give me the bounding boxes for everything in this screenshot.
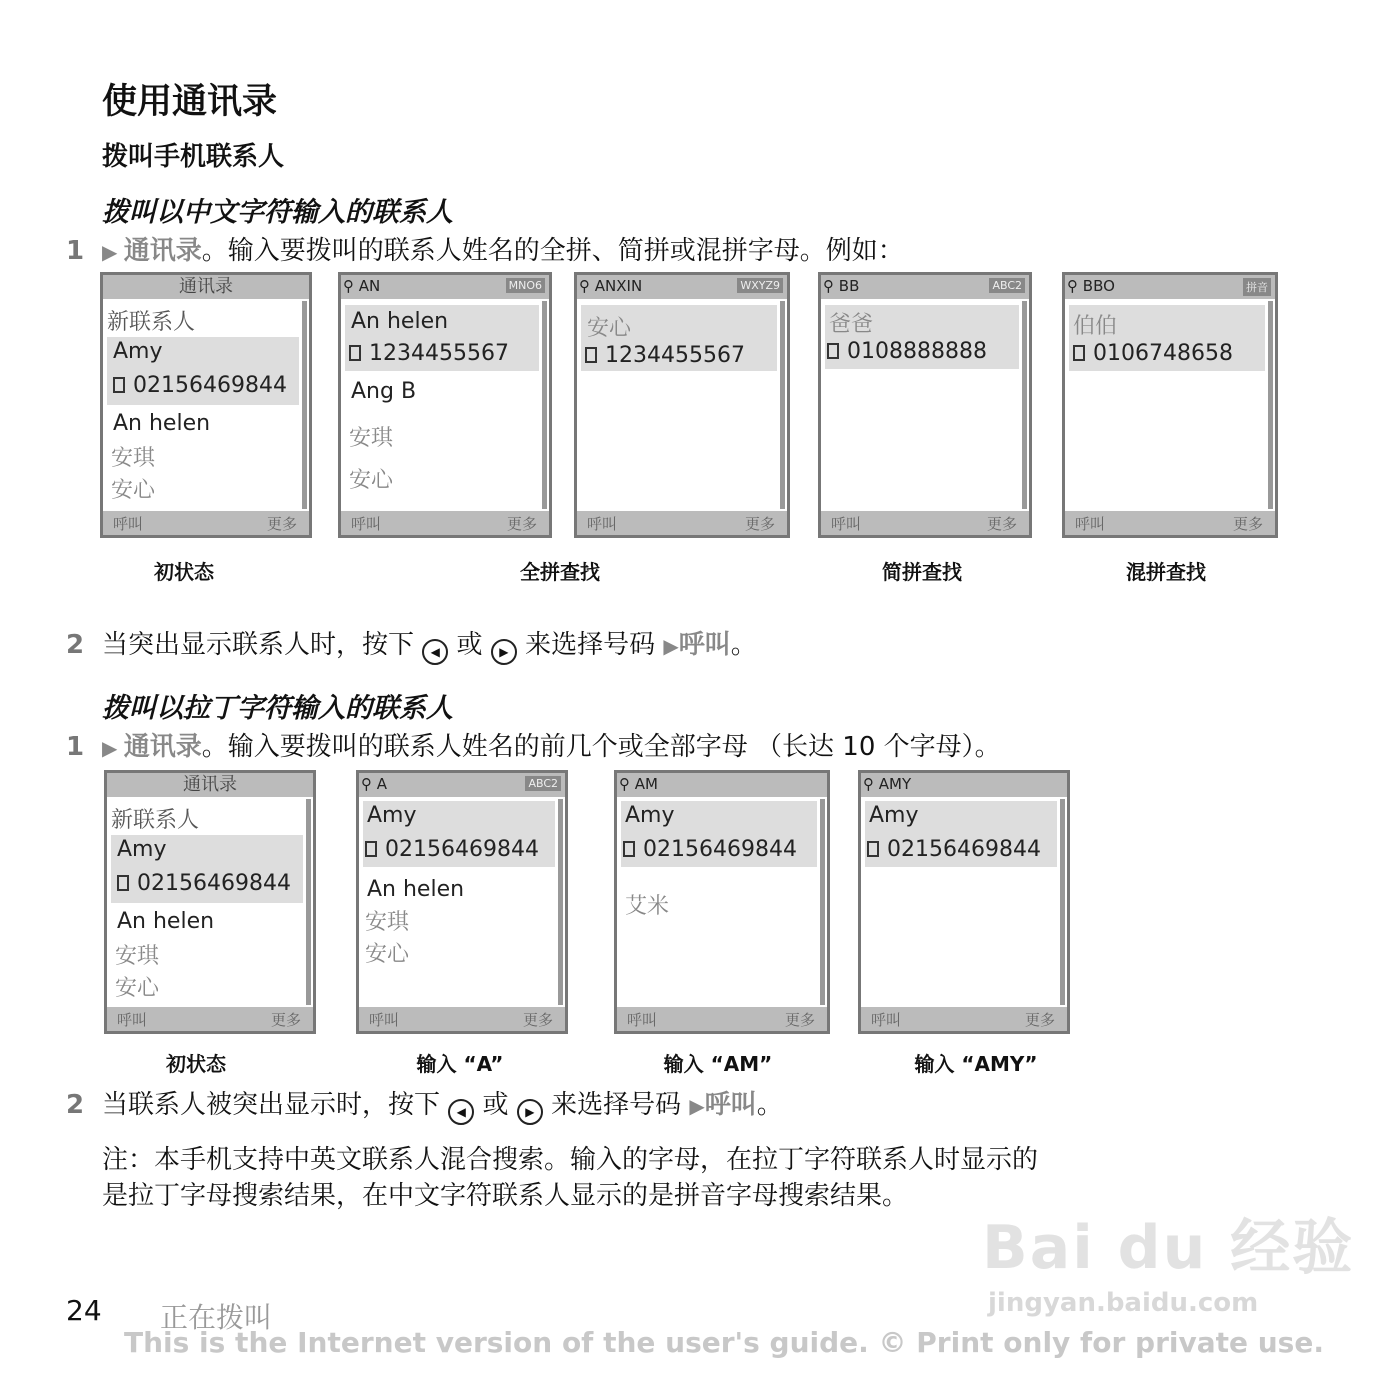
search-query[interactable]: ⚲ A	[361, 775, 388, 793]
caption-initials: 简拼查找	[882, 560, 962, 584]
step-text: 。输入要拨叫的联系人姓名的全拼、简拼或混拼字母。例如：	[201, 236, 904, 266]
search-icon: ⚲	[619, 775, 630, 793]
search-query[interactable]: ⚲ BB	[823, 277, 860, 295]
search-icon: ⚲	[579, 277, 590, 295]
section2-step2: 2 当联系人被突出显示时，按下 ◀ 或 ▶ 来选择号码 ▶呼叫。	[66, 1084, 783, 1125]
phone-icon	[867, 841, 879, 857]
section1-step1	[66, 230, 904, 267]
search-bar	[821, 275, 1029, 299]
contact-name[interactable]: Amy	[367, 803, 417, 828]
caption-initial: 初状态	[154, 560, 214, 584]
phone-icon	[585, 347, 597, 363]
phone-screen-initials	[818, 272, 1032, 538]
softkey-bar	[107, 1007, 313, 1031]
screen-title: 通讯录	[107, 773, 313, 797]
footer-disclaimer: This is the Internet version of the user's guide. © Print only for private use.	[124, 1326, 1324, 1359]
input-mode: 拼音	[1243, 278, 1271, 296]
caption-input-a: 输入 “A”	[416, 1052, 504, 1076]
call-softkey[interactable]: 呼叫	[113, 515, 144, 533]
search-icon: ⚲	[863, 775, 874, 793]
phone-screen-input-am	[614, 770, 830, 1034]
search-icon: ⚲	[1067, 277, 1078, 295]
more-softkey[interactable]: 更多	[270, 1011, 301, 1029]
search-bar	[577, 275, 787, 299]
phone-screen-fullpinyin-2	[574, 272, 790, 538]
contact-name[interactable]: 安心	[115, 976, 160, 1001]
contact-name[interactable]: 安琪	[365, 910, 410, 935]
nav-right-key-icon[interactable]: ▶	[517, 1099, 543, 1125]
more-softkey[interactable]: 更多	[784, 1011, 815, 1029]
search-bar	[1065, 275, 1275, 299]
search-query[interactable]: ⚲ BBO	[1067, 277, 1115, 295]
search-icon: ⚲	[343, 277, 354, 295]
caption-fullpinyin: 全拼查找	[520, 560, 600, 584]
page-number: 24	[66, 1294, 102, 1327]
screen-title: 通讯录	[103, 275, 309, 299]
search-query[interactable]: ⚲ AMY	[863, 775, 912, 793]
contact-name[interactable]: Amy	[625, 803, 675, 828]
phone-screen-mixed	[1062, 272, 1278, 538]
contact-name[interactable]: 爸爸	[829, 312, 874, 337]
call-menu-link[interactable]: 呼叫	[678, 630, 731, 660]
contact-name[interactable]: Ang B	[351, 379, 417, 404]
contact-name[interactable]: An helen	[117, 909, 215, 934]
contacts-menu-link[interactable]: 通讯录	[123, 236, 202, 266]
contact-name[interactable]: 艾米	[625, 894, 670, 919]
softkey-bar	[577, 511, 787, 535]
phone-screen-input-amy	[858, 770, 1070, 1034]
arrow-right-icon: ▶	[102, 736, 124, 760]
section2-heading: 拨叫以拉丁字符输入的联系人	[102, 693, 453, 724]
scrollbar[interactable]	[820, 799, 825, 1005]
call-softkey[interactable]: 呼叫	[627, 1011, 658, 1029]
call-menu-link[interactable]: 呼叫	[704, 1090, 757, 1120]
nav-left-key-icon[interactable]: ◀	[422, 639, 448, 665]
softkey-bar	[861, 1007, 1067, 1031]
contact-name[interactable]: 安心	[349, 468, 394, 493]
new-contact-item[interactable]: 新联系人	[107, 310, 196, 335]
note-line: 注：本手机支持中英文联系人混合搜索。输入的字母，在拉丁字符联系人时显示的	[102, 1145, 1039, 1175]
step-text: 。输入要拨叫的联系人姓名的前几个或全部字母 （长达 10 个字母）。	[201, 732, 1001, 762]
section1-heading: 拨叫以中文字符输入的联系人	[102, 197, 453, 228]
contact-name[interactable]: 安琪	[349, 426, 394, 451]
more-softkey[interactable]: 更多	[266, 515, 297, 533]
softkey-bar	[1065, 511, 1275, 535]
caption-latin-initial: 初状态	[166, 1052, 226, 1076]
input-mode: ABC2	[989, 278, 1025, 293]
contact-name[interactable]: 安琪	[111, 446, 156, 471]
phone-screen-latin-initial	[104, 770, 316, 1034]
phone-icon	[827, 343, 839, 359]
more-softkey[interactable]: 更多	[1232, 515, 1263, 533]
more-softkey[interactable]: 更多	[506, 515, 537, 533]
contacts-menu-link[interactable]: 通讯录	[123, 732, 202, 762]
contact-number: 02156469844	[365, 837, 555, 862]
arrow-right-icon: ▶	[689, 1094, 705, 1118]
page-subtitle: 拨叫手机联系人	[102, 142, 285, 172]
call-softkey[interactable]: 呼叫	[369, 1011, 400, 1029]
scrollbar[interactable]	[1060, 799, 1065, 1005]
contact-number: 02156469844	[623, 837, 817, 862]
arrow-right-icon: ▶	[663, 634, 679, 658]
search-icon: ⚲	[823, 277, 834, 295]
search-bar	[341, 275, 549, 299]
scrollbar[interactable]	[1022, 301, 1027, 509]
section1-step2: 2 当突出显示联系人时，按下 ◀ 或 ▶ 来选择号码 ▶呼叫。	[66, 624, 757, 665]
caption-input-am: 输入 “AM”	[663, 1052, 773, 1076]
page-section-name: 正在拨叫	[160, 1301, 273, 1334]
contact-name[interactable]: An helen	[113, 411, 211, 436]
caption-input-amy: 输入 “AMY”	[914, 1052, 1038, 1076]
call-softkey[interactable]: 呼叫	[1075, 515, 1106, 533]
new-contact-item[interactable]: 新联系人	[111, 808, 200, 833]
scrollbar[interactable]	[780, 301, 785, 509]
phone-icon	[623, 841, 635, 857]
contact-name[interactable]: Amy	[113, 339, 163, 364]
scrollbar[interactable]	[302, 301, 307, 509]
call-softkey[interactable]: 呼叫	[871, 1011, 902, 1029]
search-bar	[617, 773, 827, 797]
more-softkey[interactable]: 更多	[744, 515, 775, 533]
search-query[interactable]: ⚲ AM	[619, 775, 658, 793]
note-line: 是拉丁字母搜索结果，在中文字符联系人显示的是拼音字母搜索结果。	[102, 1181, 909, 1211]
more-softkey[interactable]: 更多	[522, 1011, 553, 1029]
more-softkey[interactable]: 更多	[1024, 1011, 1055, 1029]
call-softkey[interactable]: 呼叫	[587, 515, 618, 533]
nav-left-key-icon[interactable]: ◀	[448, 1099, 474, 1125]
contact-name[interactable]: Amy	[117, 837, 167, 862]
contact-number: 02156469844	[113, 373, 299, 398]
contact-name[interactable]: 安琪	[115, 944, 160, 969]
contact-name[interactable]: An helen	[351, 309, 449, 334]
contact-name[interactable]: 安心	[365, 942, 410, 967]
contact-number: 0108888888	[827, 339, 1019, 364]
phone-screen-initial	[100, 272, 312, 538]
phone-screen-fullpinyin	[338, 272, 552, 538]
call-softkey[interactable]: 呼叫	[831, 515, 862, 533]
step-number: 2	[66, 630, 85, 660]
search-query[interactable]: ⚲ AN	[343, 277, 381, 295]
contact-name[interactable]: An helen	[367, 877, 465, 902]
scrollbar[interactable]	[306, 799, 311, 1005]
phone-icon	[1073, 345, 1085, 361]
scrollbar[interactable]	[1268, 301, 1273, 509]
contact-name[interactable]: 伯伯	[1073, 314, 1118, 339]
caption-mixed: 混拼查找	[1126, 560, 1206, 584]
contact-name[interactable]: 安心	[587, 316, 632, 341]
nav-right-key-icon[interactable]: ▶	[491, 639, 517, 665]
more-softkey[interactable]: 更多	[986, 515, 1017, 533]
scrollbar[interactable]	[558, 799, 563, 1005]
phone-icon	[349, 345, 361, 361]
phone-icon	[117, 875, 129, 891]
softkey-bar	[617, 1007, 827, 1031]
contact-number: 1234455567	[585, 343, 777, 368]
contact-number: 0106748658	[1073, 341, 1265, 366]
arrow-right-icon: ▶	[102, 240, 124, 264]
phone-icon	[365, 841, 377, 857]
search-query[interactable]: ⚲ ANXIN	[579, 277, 643, 295]
scrollbar[interactable]	[542, 301, 547, 509]
step-number: 1	[66, 236, 85, 266]
section2-step1	[66, 726, 1001, 763]
softkey-bar	[103, 511, 309, 535]
baidu-watermark-logo: Bai du 经验	[982, 1213, 1355, 1283]
call-softkey[interactable]: 呼叫	[117, 1011, 148, 1029]
watermark-url: jingyan.baidu.com	[988, 1288, 1259, 1318]
phone-icon	[113, 377, 125, 393]
contact-number: 02156469844	[117, 871, 303, 896]
page-title: 使用通讯录	[102, 82, 278, 122]
call-softkey[interactable]: 呼叫	[351, 515, 382, 533]
step-number: 1	[66, 732, 85, 762]
search-icon: ⚲	[361, 775, 372, 793]
input-mode: WXYZ9	[737, 278, 783, 293]
contact-number: 02156469844	[867, 837, 1057, 862]
input-mode: ABC2	[525, 776, 561, 791]
softkey-bar	[341, 511, 549, 535]
contact-name[interactable]: 安心	[111, 478, 156, 503]
softkey-bar	[821, 511, 1029, 535]
softkey-bar	[359, 1007, 565, 1031]
step-number: 2	[66, 1090, 85, 1120]
contact-number: 1234455567	[349, 341, 539, 366]
input-mode: MNO6	[506, 278, 545, 293]
search-bar	[359, 773, 565, 797]
phone-screen-input-a	[356, 770, 568, 1034]
search-bar	[861, 773, 1067, 797]
contact-name[interactable]: Amy	[869, 803, 919, 828]
